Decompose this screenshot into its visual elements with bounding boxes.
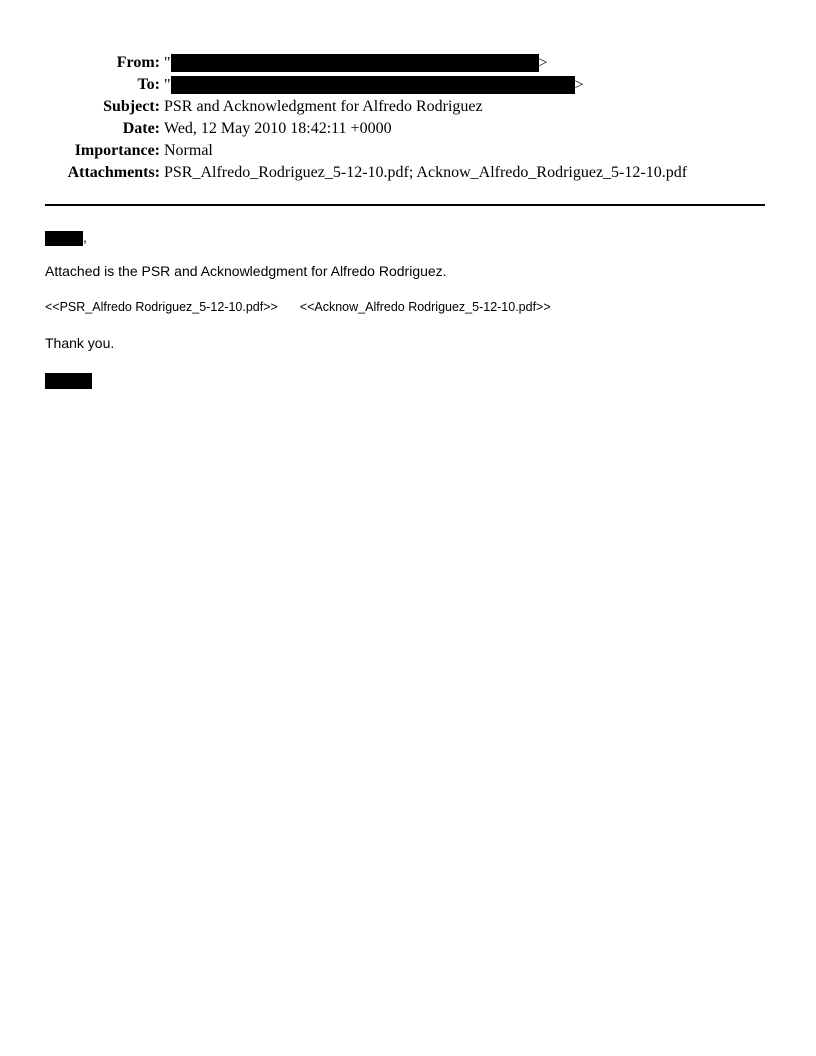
- header-divider: [45, 204, 765, 206]
- greeting-line: [45, 229, 87, 246]
- signature-redaction: [45, 373, 92, 389]
- attachment-references: [45, 300, 551, 314]
- from-label: From:: [116, 54, 160, 71]
- to-quote: ": [164, 76, 171, 94]
- subject-value: PSR and Acknowledgment for Alfredo Rodriguez: [164, 98, 483, 115]
- from-value: [164, 52, 548, 74]
- attachment-ref-acknow[interactable]: <<Acknow_Alfredo Rodriguez_5-12-10.pdf>>: [299, 300, 551, 314]
- closing-line: Thank you.: [45, 335, 115, 351]
- to-label: To:: [137, 76, 160, 93]
- importance-value: Normal: [164, 142, 213, 159]
- greeting-redaction: [45, 231, 83, 246]
- attachment-ref-psr[interactable]: <<PSR_Alfredo Rodriguez_5-12-10.pdf>>: [45, 300, 278, 314]
- attachments-value: PSR_Alfredo_Rodriguez_5-12-10.pdf; Acknow_Alfredo_Rodriguez_5-12-10.pdf: [164, 164, 688, 181]
- from-suffix: >: [538, 54, 548, 72]
- date-value: Wed, 12 May 2010 18:42:11 +0000: [164, 120, 392, 137]
- importance-label: Importance:: [74, 142, 160, 159]
- attachments-label: Attachments:: [67, 164, 160, 181]
- subject-label: Subject:: [103, 98, 160, 115]
- to-value: [164, 74, 584, 96]
- body-line-1: Attached is the PSR and Acknowledgment for Alfredo Rodriguez.: [45, 263, 447, 279]
- from-redaction: [171, 54, 539, 72]
- date-label: Date:: [122, 120, 160, 137]
- to-redaction: [171, 76, 575, 94]
- from-quote: ": [164, 54, 171, 72]
- to-suffix: >: [574, 76, 584, 94]
- greeting-comma: ,: [83, 229, 87, 245]
